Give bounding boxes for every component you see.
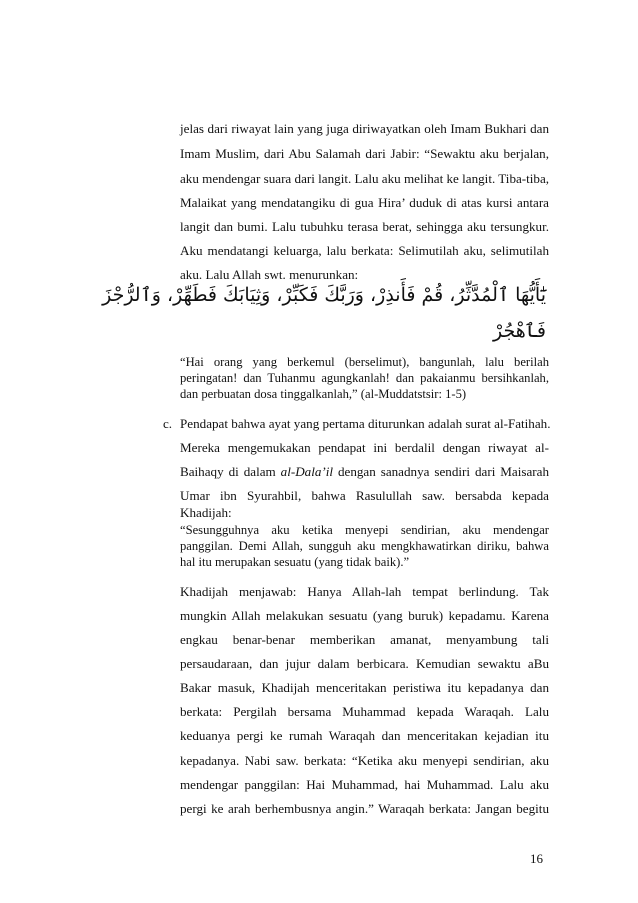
- paragraph-line: kepadanya. Nabi saw. berkata: “Ketika aku menyepi sendirian, aku: [180, 753, 549, 768]
- paragraph-line: persaudaraan, dan jujur dalam berbicara. Kemudian sewaktu aBu: [180, 656, 549, 671]
- book-title: al-Dala’il: [280, 464, 334, 479]
- arabic-verse-line: يَٰٓأَيُّهَا ٱلْمُدَّثِّرُ، قُمْ فَأَنذِرْ، وَرَبَّكَ فَكَبِّرْ، وَثِيَابَكَ فَطَهِّرْ، وَٱلرُّجْزَ: [102, 284, 546, 306]
- section-c-line: [180, 464, 549, 480]
- paragraph-line: aku. Lalu Allah swt. menurunkan:: [180, 267, 359, 282]
- paragraph-line: berkata: Pergilah bersama Muhammad kepada Waraqah. Lalu: [180, 704, 549, 719]
- paragraph-line: mungkin Allah melakukan sesuatu (yang buruk) kepadamu. Karena: [180, 608, 549, 623]
- paragraph-line: langit dan bumi. Lalu tubuhku terasa berat, sehingga aku tersungkur.: [180, 219, 549, 234]
- section-c-text: Baihaqy di dalam: [180, 464, 281, 479]
- paragraph-line: Khadijah menjawab: Hanya Allah-lah tempat berlindung. Tak: [180, 584, 549, 599]
- paragraph-line: aku mendengar suara dari langit. Lalu aku melihat ke langit. Tiba-tiba,: [180, 171, 550, 186]
- section-c-line: Khadijah:: [180, 505, 232, 520]
- section-c-text: dengan sanadnya sendiri dari Maisarah: [333, 464, 549, 479]
- paragraph-line: Imam Muslim, dari Abu Salamah dari Jabir: “Sewaktu aku berjalan,: [180, 146, 549, 161]
- section-c-line: Mereka mengemukakan pendapat ini berdalil dengan riwayat al-: [180, 440, 549, 455]
- quote-line: panggilan. Demi Allah, sungguh aku mengkhawatirkan diriku, bahwa: [180, 539, 549, 553]
- paragraph-line: pergi ke arah berhembusnya angin.” Waraqah berkata: Jangan begitu: [180, 801, 549, 816]
- section-c-line: Pendapat bahwa ayat yang pertama diturunkan adalah surat al-Fatihah.: [180, 416, 551, 431]
- translation-line: dan perbuatan dosa tinggalkanlah,” (al-Muddatstsir: 1-5): [180, 387, 467, 401]
- list-marker: c.: [163, 416, 173, 431]
- translation-line: peringatan! dan Tuhanmu agungkanlah! dan pakaianmu bersihkanlah,: [180, 371, 549, 385]
- page-number: 16: [530, 851, 543, 866]
- section-c-line: Umar ibn Syurahbil, bahwa Rasulullah saw. bersabda kepada: [180, 488, 549, 503]
- paragraph-line: Malaikat yang mendatangiku di gua Hira’ duduk di atas kursi antara: [180, 195, 549, 210]
- arabic-verse-line: فَٱهْجُرْ: [493, 320, 546, 342]
- quote-line: “Sesungguhnya aku ketika menyepi sendirian, aku mendengar: [180, 523, 549, 537]
- paragraph-line: keduanya pergi ke rumah Waraqah dan menceritakan kejadian itu: [180, 728, 549, 743]
- translation-line: “Hai orang yang berkemul (berselimut), bangunlah, lalu berilah: [180, 355, 549, 369]
- paragraph-line: Aku mendatangi keluarga, lalu berkata: Selimutilah aku, selimutilah: [180, 243, 549, 258]
- paragraph-line: engkau benar-benar memberikan amanat, menyambung tali: [180, 632, 549, 647]
- quote-line: hal itu merupakan sesuatu (yang tidak baik).”: [180, 555, 410, 569]
- paragraph-line: mendengar panggilan: Hai Muhammad, hai Muhammad. Lalu aku: [180, 777, 549, 792]
- paragraph-line: jelas dari riwayat lain yang juga diriwayatkan oleh Imam Bukhari dan: [180, 121, 549, 136]
- paragraph-line: Bakar masuk, Khadijah menceritakan peristiwa itu kepadanya dan: [180, 680, 549, 695]
